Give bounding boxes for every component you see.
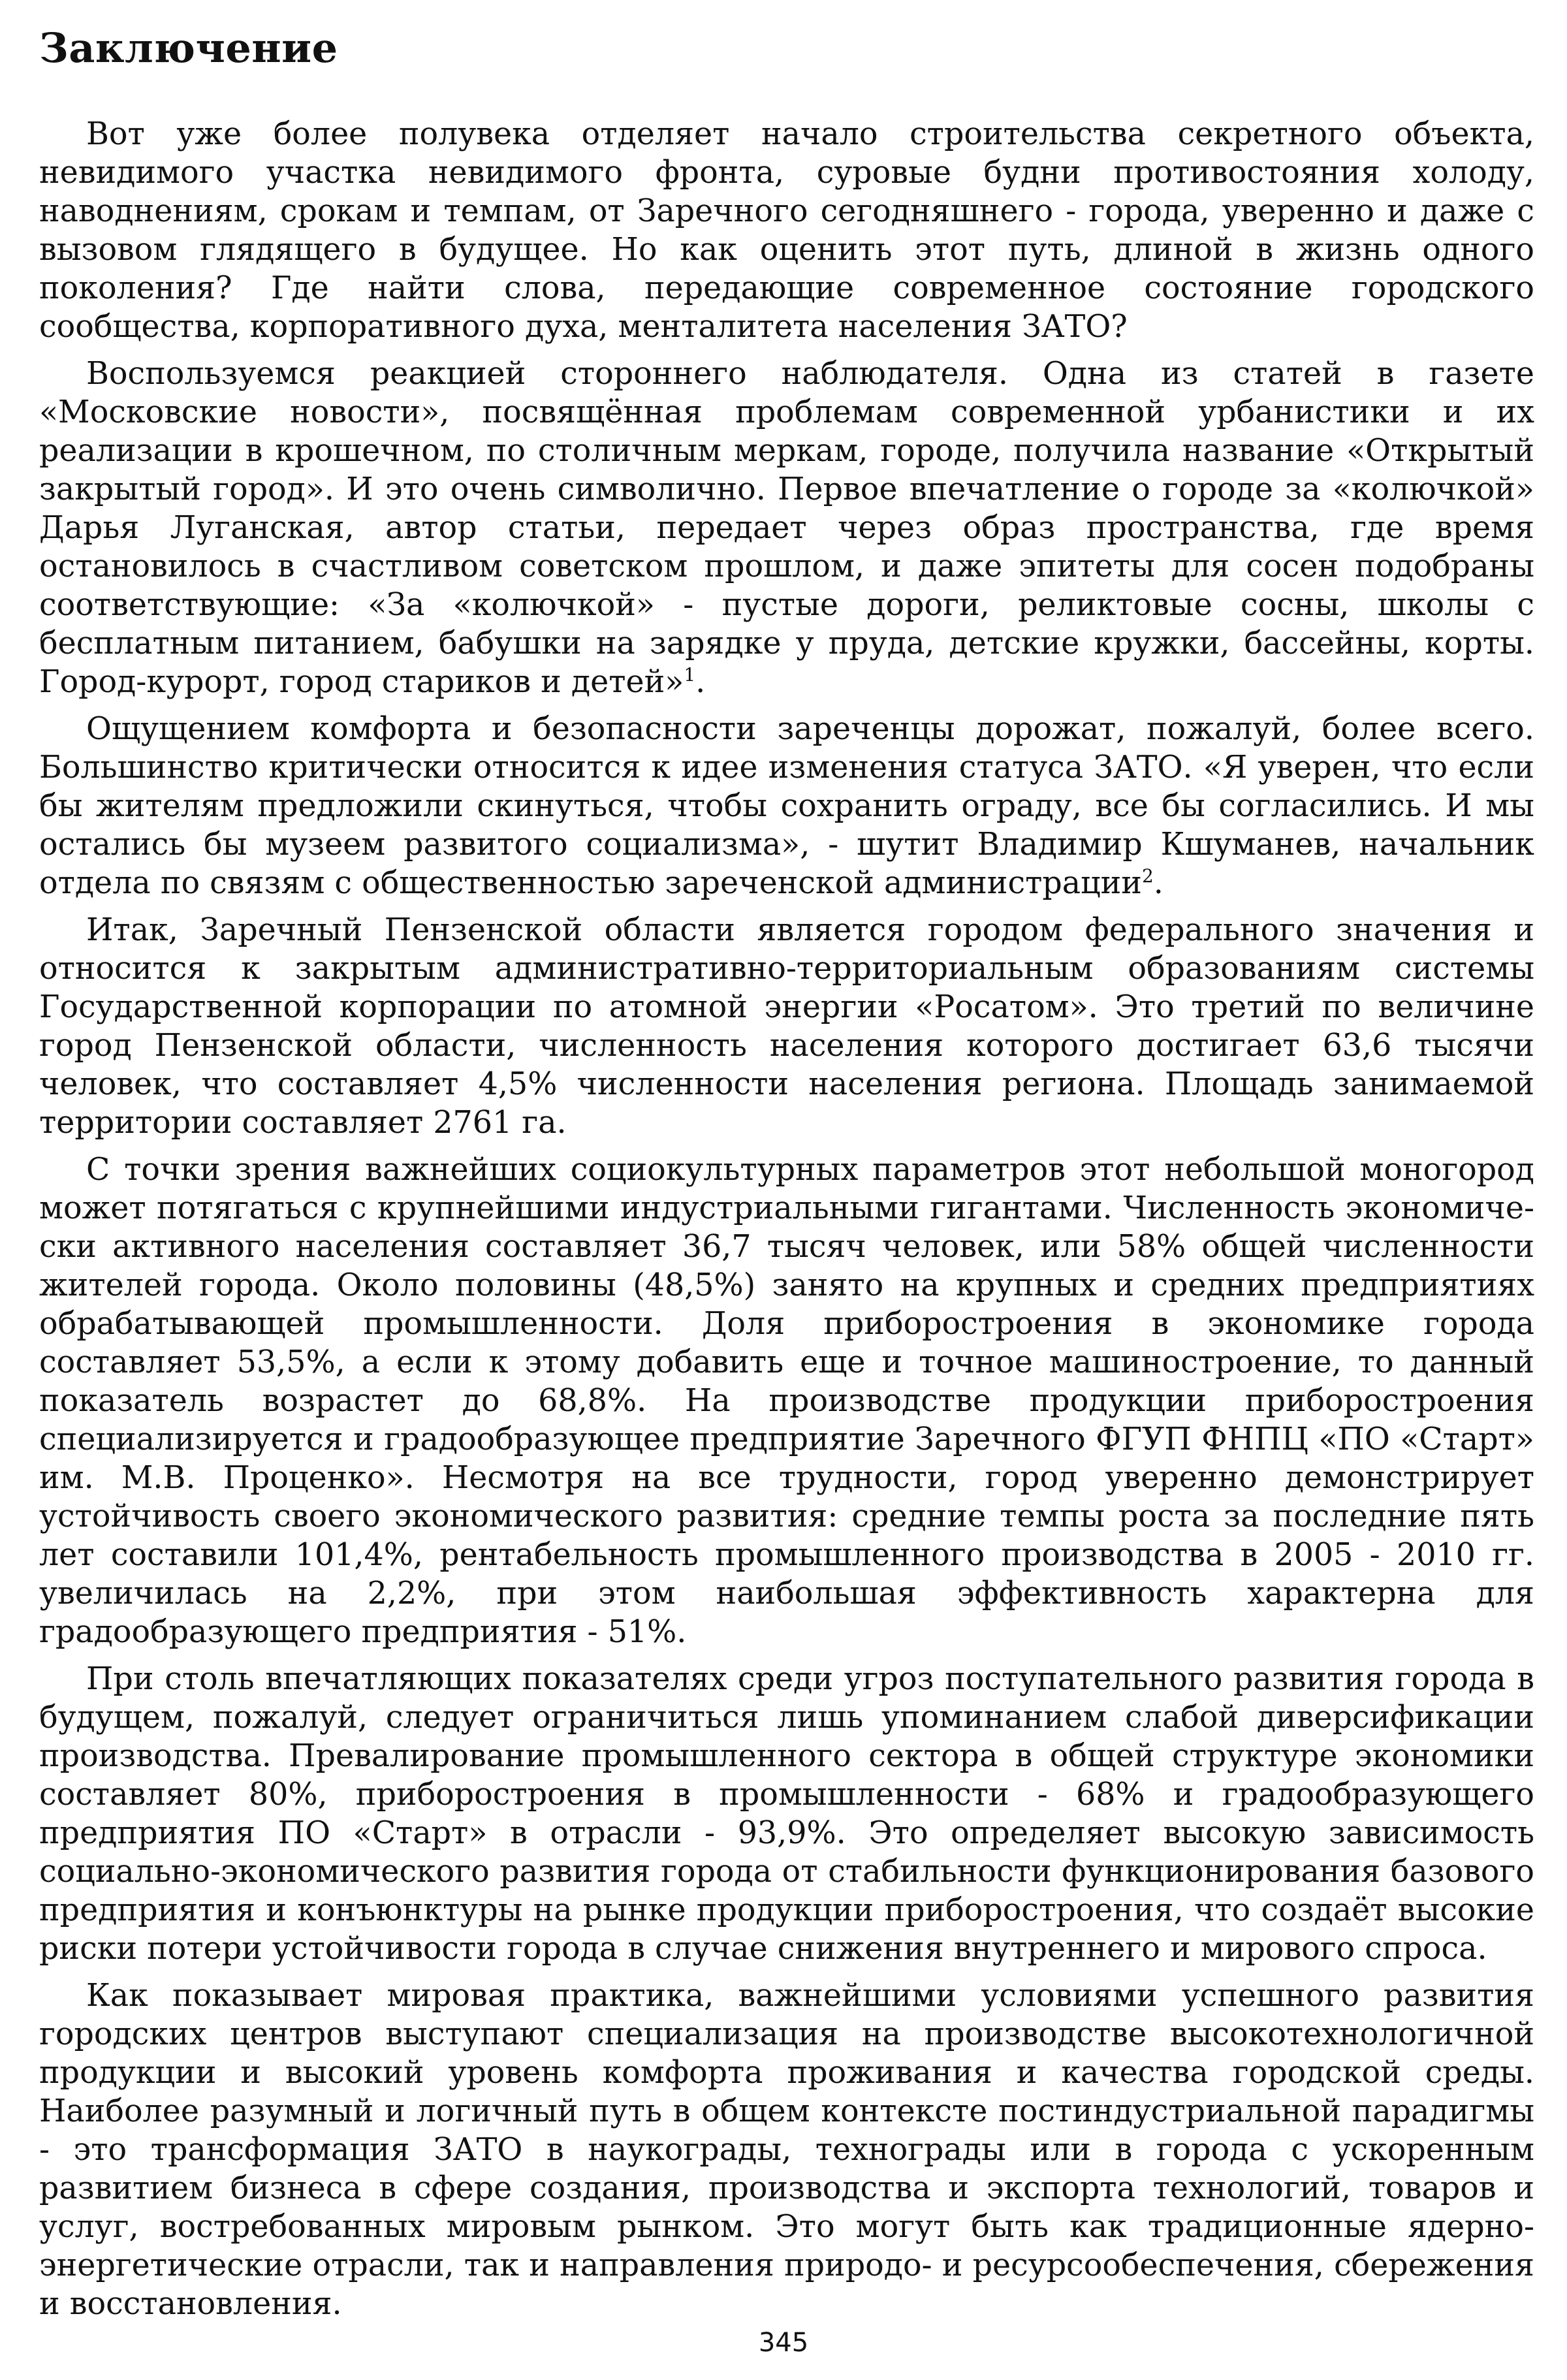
footnote-ref-1: 1 bbox=[684, 664, 696, 686]
footnote-ref-2: 2 bbox=[1141, 865, 1154, 887]
paragraph-2-text: Воспользуемся реакцией стороннего наблюдателя. Одна из статей в газете «Московские новости», посвящённая проблемам современной урбанистики и их реализации в крошечном, по столичным меркам, городе, получила название «Открытый закрытый город». И это очень символично. Первое впечатление о городе за «колючкой» Дарья Луганская, автор статьи, передает через образ пространства, где время остановилось в счастливом советском прошлом, и даже эпитеты для сосен подобраны соответствующие: «За «колючкой» - пустые дороги, реликтовые сосны, школы с бесплатным питанием, бабушки на зарядке у пруда, детские кружки, бассейны, корты. Город-курорт, город стариков и детей» bbox=[39, 356, 1534, 700]
paragraph-3-tail: . bbox=[1153, 865, 1163, 901]
paragraph-2-tail: . bbox=[695, 664, 706, 700]
paragraph-3 bbox=[39, 710, 1534, 902]
paragraph-5: С точки зрения важнейших социокультурных параметров этот небольшой моногород может потягаться с крупнейшими индустриальными гигантами. Численность экономически активного населения составляет 36,7 тысяч человек, или 58% общей численности жителей города. Около половины (48,5%) занято на крупных и средних предприятиях обрабатывающей промышленности. Доля приборостроения в экономике города составляет 53,5%, а если к этому добавить еще и точное машиностроение, то данный показатель возрастет до 68,8%. На производстве продукции приборостроения специализируется и градообразующее предприятие Заречного ФГУП ФНПЦ «ПО «Старт» им. М.В. Проценко». Несмотря на все трудности, город уверенно демонстрирует устойчивость своего экономического развития: средние темпы роста за последние пять лет составили 101,4%, рентабельность промышленного производства в 2005 - 2010 гг. увеличилась на 2,2%, при этом наибольшая эффективность характерна для градообразующего предприятия - 51%. bbox=[39, 1152, 1534, 1650]
page-number: 345 bbox=[758, 2328, 809, 2358]
paragraph-1: Вот уже более полувека отделяет начало строительства секретного объекта, невидимого участка невидимого фронта, суровые будни противостояния холоду, наводнениям, срокам и темпам, от Заречного сегодняшнего - города, уверенно и даже с вызовом глядящего в будущее. Но как оценить этот путь, длиной в жизнь одного поколения? Где найти слова, передающие современное состояние городского сообщества, корпоративного духа, менталитета населения ЗАТО? bbox=[39, 116, 1534, 345]
paragraph-3-text: Ощущением комфорта и безопасности зареченцы дорожат, пожалуй, более всего. Большинство критически относится к идее изменения статуса ЗАТО. «Я уверен, что если бы жителям предложили скинуться, чтобы сохранить ограду, все бы согласились. И мы остались бы музеем развитого социализма», - шутит Владимир Кшуманев, начальник отдела по связям с общественностью зареченской администрации bbox=[39, 711, 1534, 901]
paragraph-7: Как показывает мировая практика, важнейшими условиями успешного развития городских центров выступают специализация на производстве высокотехнологичной продукции и высокий уровень комфорта проживания и качества городской среды. Наиболее разумный и логичный путь в общем контексте постиндустриальной парадигмы - это трансформация ЗАТО в наукограды, технограды или в города с ускоренным развитием бизнеса в сфере создания, производства и экспорта технологий, товаров и услуг, востребованных мировым рынком. Это могут быть как традиционные ядерно-энергетические отрасли, так и направления природо- и ресурсообеспечения, сбережения и восстановления. bbox=[39, 1978, 1534, 2322]
paragraph-4: Итак, Заречный Пензенской области является городом федерального значения и относится к закрытым административно-территориальным образованиям системы Государственной корпорации по атомной энергии «Росатом». Это третий по величине город Пензенской области, численность населения которого достигает 63,6 тысячи человек, что составляет 4,5% численности населения региона. Площадь занимаемой территории составляет 2761 га. bbox=[39, 912, 1534, 1141]
paragraph-6: При столь впечатляющих показателях среди угроз поступательного развития города в будущем, пожалуй, следует ограничиться лишь упоминанием слабой диверсификации производства. Превалирование промышленного сектора в общей структуре экономики составляет 80%, приборостроения в промышленности - 68% и градообразующего предприятия ПО «Старт» в отрасли - 93,9%. Это определяет высокую зависимость социально-экономического развития города от стабильности функционирования базового предприятия и конъюнктуры на рынке продукции приборостроения, что создаёт высокие риски потери устойчивости города в случае снижения внутреннего и мирового спроса. bbox=[39, 1661, 1534, 1967]
page-content bbox=[39, 20, 1534, 2332]
paragraph-2 bbox=[39, 355, 1534, 701]
page-title: Заключение bbox=[39, 24, 338, 72]
